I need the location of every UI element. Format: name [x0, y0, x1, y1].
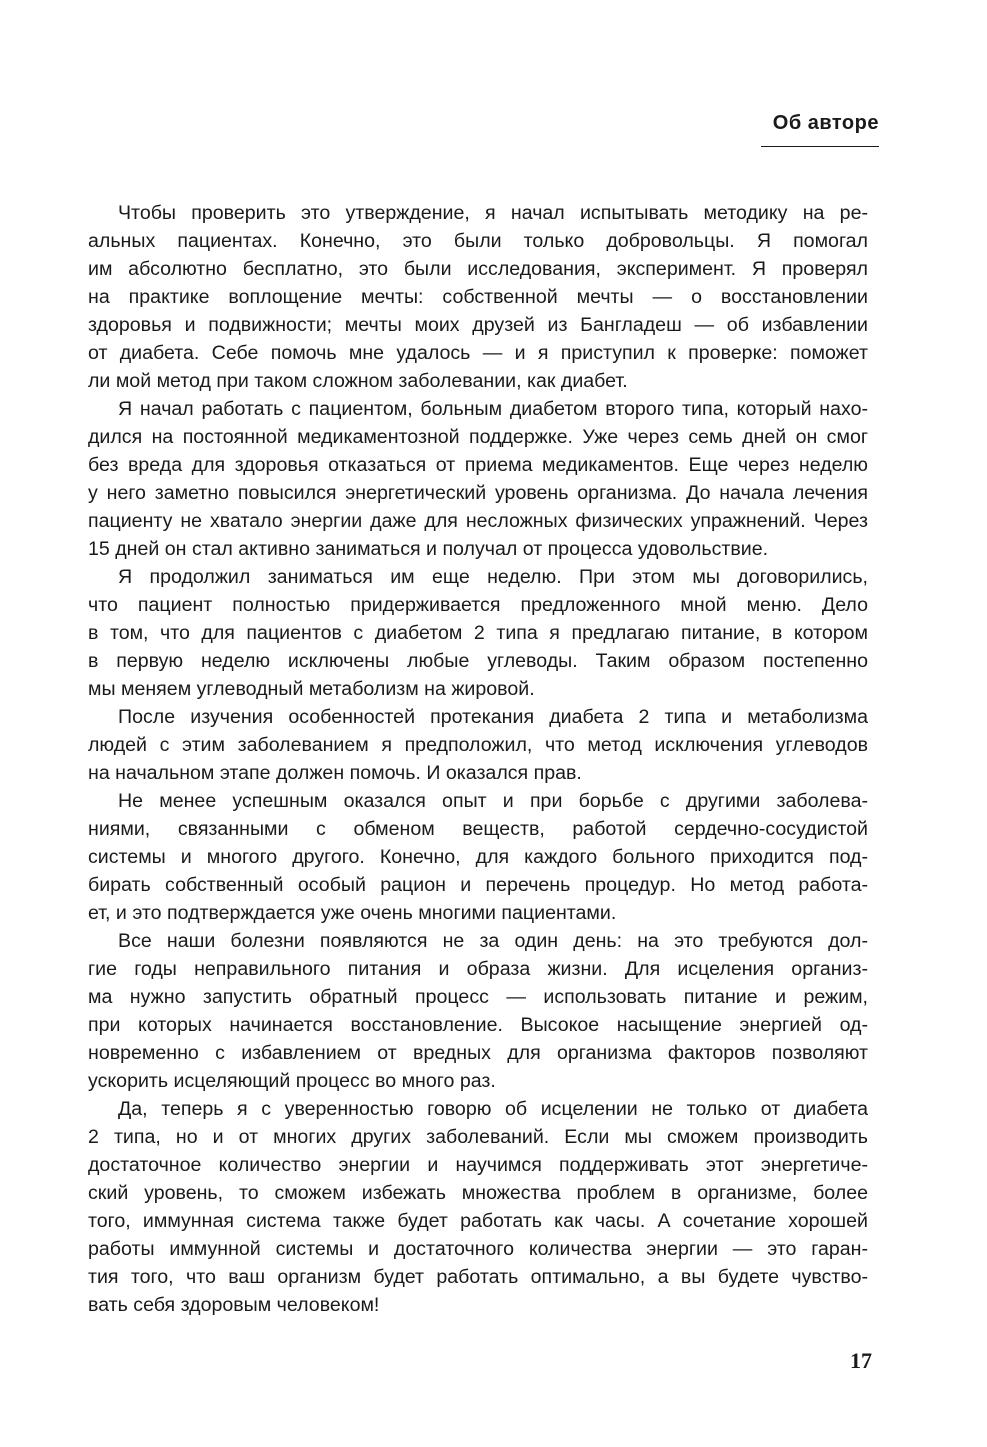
text-line: дился на постоянной медикаментозной поддержке. Уже через семь дней он смог — [88, 426, 868, 448]
text-line: Чтобы проверить это утверждение, я начал испытывать методику на ре- — [118, 202, 868, 224]
text-line: что пациент полностью придерживается предложенного мной меню. Дело — [88, 594, 868, 616]
paragraph-4 — [88, 703, 868, 787]
paragraph-3 — [88, 563, 868, 703]
text-line: того, иммунная система также будет работать как часы. А сочетание хорошей — [88, 1210, 868, 1232]
text-line: от диабета. Себе помочь мне удалось — и я приступил к проверке: поможет — [88, 342, 868, 364]
text-line: гие годы неправильного питания и образа жизни. Для исцеления организ- — [88, 958, 868, 980]
text-line: ский уровень, то сможем избежать множества проблем в организме, более — [88, 1182, 868, 1204]
paragraph-1 — [88, 199, 868, 395]
running-head-title: Об авторе — [772, 112, 879, 134]
text-line: им абсолютно бесплатно, это были исследования, эксперимент. Я проверял — [88, 258, 868, 280]
page-number: 17 — [850, 1348, 872, 1373]
text-line: ма нужно запустить обратный процесс — использовать питание и режим, — [88, 986, 868, 1008]
text-line: здоровья и подвижности; мечты моих друзей из Бангладеш — об избавлении — [88, 314, 868, 336]
text-line: Да, теперь я с уверенностью говорю об исцелении не только от диабета — [118, 1098, 868, 1120]
text-line: ниями, связанными с обменом веществ, работой сердечно-сосудистой — [88, 818, 868, 840]
paragraph-2 — [88, 395, 868, 563]
paragraph-6 — [88, 927, 868, 1095]
text-line: на практике воплощение мечты: собственной мечты — о восстановлении — [88, 286, 868, 308]
text-line: в том, что для пациентов с диабетом 2 типа я предлагаю питание, в котором — [88, 622, 868, 644]
text-line: ускорить исцеляющий процесс во много раз. — [88, 1070, 496, 1092]
text-line: Все наши болезни появляются не за один день: на это требуются дол- — [118, 930, 868, 952]
text-line: системы и многого другого. Конечно, для каждого больного приходится под- — [88, 846, 868, 868]
text-line: пациенту не хватало энергии даже для несложных физических упражнений. Через — [88, 510, 868, 532]
text-line: Я начал работать с пациентом, больным диабетом второго типа, который нахо- — [118, 398, 868, 420]
text-line: людей с этим заболеванием я предположил, что метод исключения углеводов — [88, 734, 868, 756]
text-line: без вреда для здоровья отказаться от приема медикаментов. Еще через неделю — [88, 454, 868, 476]
text-line: достаточное количество энергии и научимся поддерживать этот энергетиче- — [88, 1154, 868, 1176]
text-line: Я продолжил заниматься им еще неделю. При этом мы договорились, — [118, 566, 868, 588]
text-line: 15 дней он стал активно заниматься и получал от процесса удовольствие. — [88, 538, 769, 560]
paragraph-5 — [88, 787, 868, 927]
text-line: 2 типа, но и от многих других заболеваний. Если мы сможем производить — [88, 1126, 868, 1148]
paragraph-7 — [88, 1095, 868, 1319]
text-line: альных пациентах. Конечно, это были только добровольцы. Я помогал — [88, 230, 868, 252]
text-line: на начальном этапе должен помочь. И оказался прав. — [88, 762, 582, 784]
text-line: После изучения особенностей протекания диабета 2 типа и метаболизма — [118, 706, 868, 728]
text-line: тия того, что ваш организм будет работать оптимально, а вы будете чувство- — [88, 1266, 868, 1288]
text-line: Не менее успешным оказался опыт и при борьбе с другими заболева- — [118, 790, 868, 812]
text-line: бирать собственный особый рацион и перечень процедур. Но метод работа- — [88, 874, 868, 896]
text-line: ли мой метод при таком сложном заболевании, как диабет. — [88, 370, 628, 392]
text-line: работы иммунной системы и достаточного количества энергии — это гаран- — [88, 1238, 868, 1260]
body-text — [88, 199, 868, 1319]
text-line: в первую неделю исключены любые углеводы. Таким образом постепенно — [88, 650, 868, 672]
text-line: новременно с избавлением от вредных для организма факторов позволяют — [88, 1042, 868, 1064]
text-line: мы меняем углеводный метаболизм на жировой. — [88, 678, 535, 700]
text-line: при которых начинается восстановление. Высокое насыщение энергией од- — [88, 1014, 868, 1036]
text-line: у него заметно повысился энергетический уровень организма. До начала лечения — [88, 482, 868, 504]
text-line: ет, и это подтверждается уже очень многими пациентами. — [88, 902, 617, 924]
running-head — [761, 108, 879, 147]
text-line: вать себя здоровым человеком! — [88, 1294, 380, 1316]
